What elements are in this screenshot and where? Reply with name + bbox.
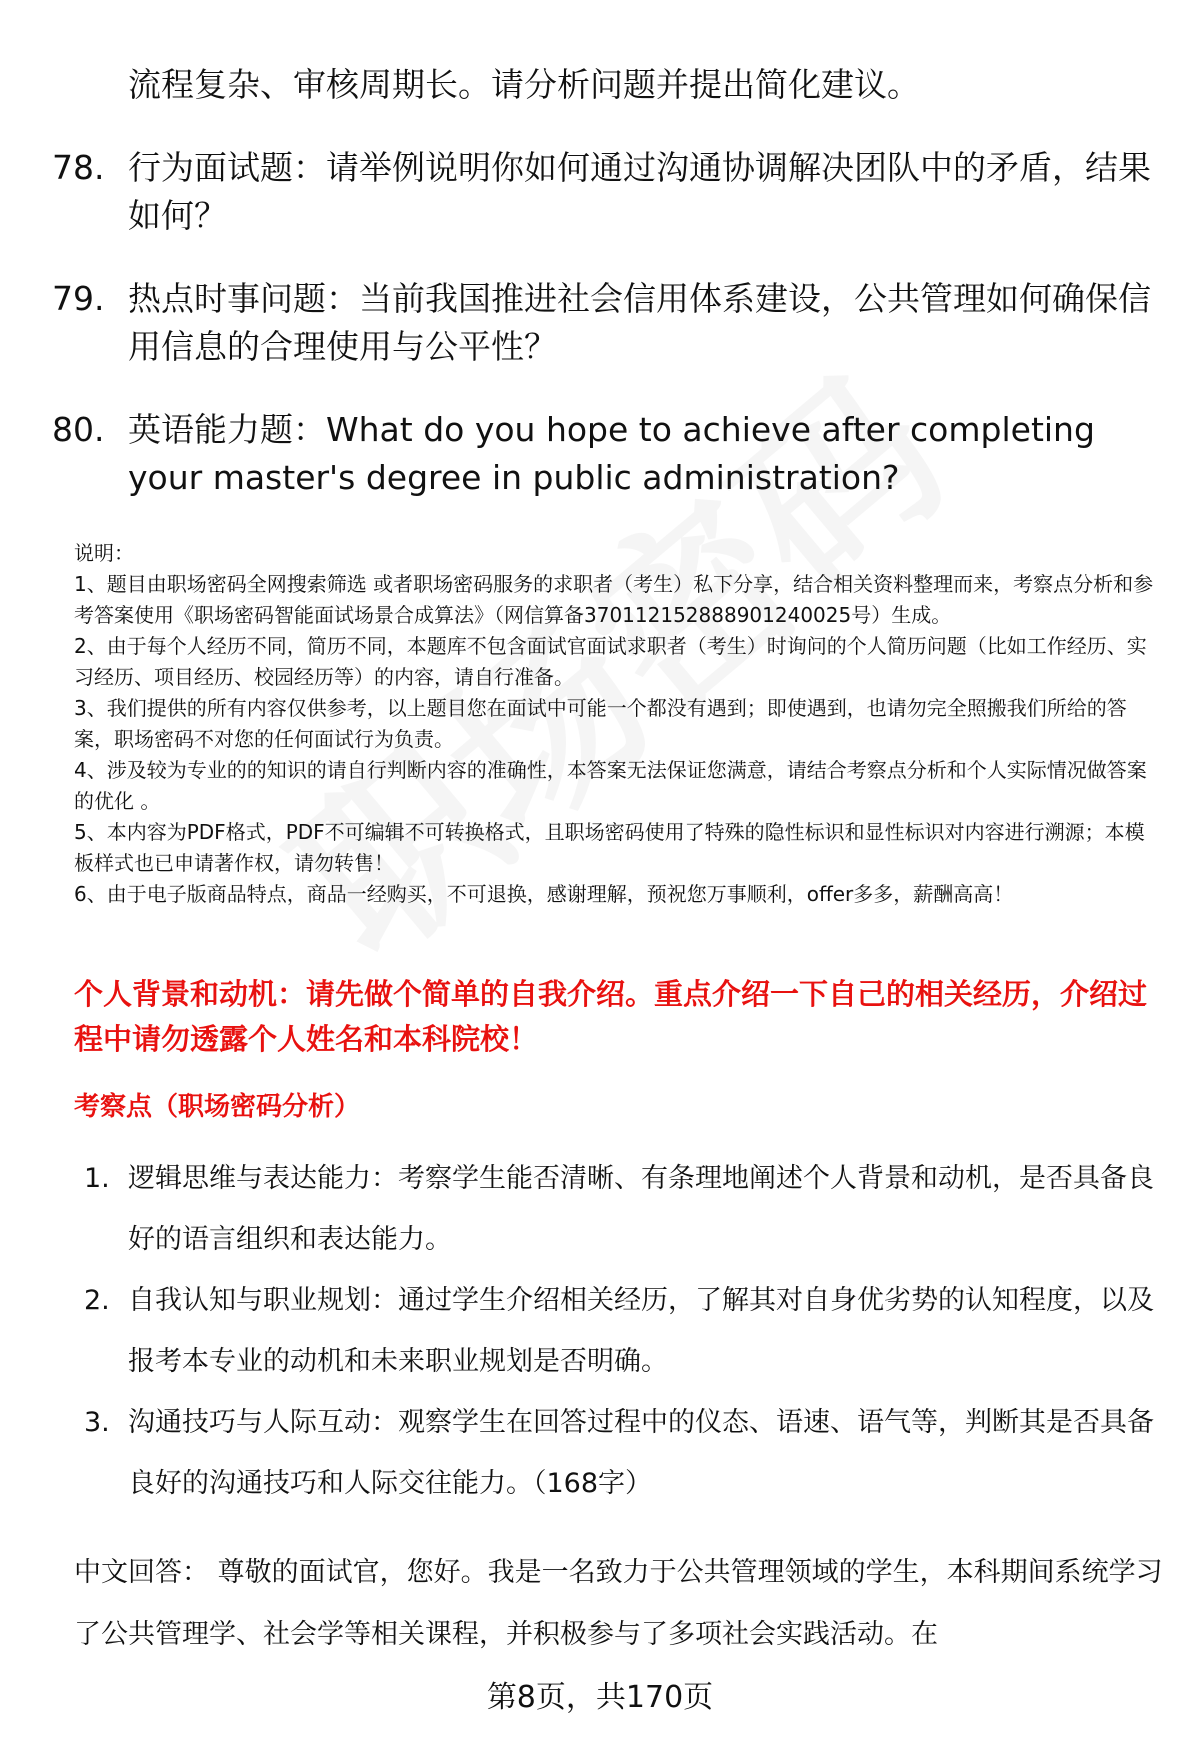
notes-title: 说明：: [74, 541, 134, 565]
analysis-point: [84, 1148, 1164, 1270]
note-item: 1、题目由职场密码全网搜索筛选 或者职场密码服务的求职者（考生）私下分享，结合相关资料整理而来，考察点分析和参考答案使用《职场密码智能面试场景合成算法》（网信算备370112152888901240025号）生成。: [74, 572, 1154, 627]
question-number: 79.: [52, 279, 105, 318]
point-text: 沟通技巧与人际互动：观察学生在回答过程中的仪态、语速、语气等，判断其是否具备良好的沟通技巧和人际交往能力。（168字）: [128, 1407, 1154, 1499]
point-text: 自我认知与职业规划：通过学生介绍相关经历，了解其对自身优劣势的认知程度，以及报考本专业的动机和未来职业规划是否明确。: [128, 1285, 1154, 1377]
analysis-heading: 考察点（职场密码分析）: [74, 1092, 361, 1122]
analysis-point: [84, 1392, 1164, 1514]
analysis-list: [84, 1148, 1164, 1514]
question-number: 80.: [52, 410, 105, 449]
question-text: 热点时事问题：当前我国推进社会信用体系建设，公共管理如何确保信用信息的合理使用与公平性？: [128, 279, 1151, 366]
point-number: 3.: [84, 1407, 110, 1438]
notes-section: [74, 538, 1164, 910]
question-heading: 个人背景和动机：请先做个简单的自我介绍。重点介绍一下自己的相关经历，介绍过程中请勿透露个人姓名和本科院校！: [74, 977, 1148, 1056]
answer-text: 尊敬的面试官，您好。我是一名致力于公共管理领域的学生，本科期间系统学习了公共管理学、社会学等相关课程，并积极参与了多项社会实践活动。在: [74, 1557, 1163, 1650]
question-number: 78.: [52, 148, 105, 187]
point-number: 2.: [84, 1285, 110, 1316]
answer-block: [74, 1542, 1164, 1666]
question-79: [52, 275, 1162, 371]
note-item: 2、由于每个人经历不同，简历不同，本题库不包含面试官面试求职者（考生）时询问的个人简历问题（比如工作经历、实习经历、项目经历、校园经历等）的内容，请自行准备。: [74, 634, 1147, 689]
point-text: 逻辑思维与表达能力：考察学生能否清晰、有条理地阐述个人背景和动机，是否具备良好的语言组织和表达能力。: [128, 1163, 1154, 1255]
page-footer: 第8页，共170页: [486, 1680, 714, 1715]
point-number: 1.: [84, 1163, 110, 1194]
question-80: [52, 406, 1162, 502]
answer-label: 中文回答：: [74, 1557, 209, 1588]
note-item: 3、我们提供的所有内容仅供参考，以上题目您在面试中可能一个都没有遇到；即使遇到，也请勿完全照搬我们所给的答案，职场密码不对您的任何面试行为负责。: [74, 696, 1127, 751]
analysis-point: [84, 1270, 1164, 1392]
question-text: 流程复杂、审核周期长。请分析问题并提出简化建议。: [128, 65, 920, 104]
note-item: 6、由于电子版商品特点，商品一经购买，不可退换，感谢理解，预祝您万事顺利，offer多多，薪酬高高！: [74, 882, 1014, 906]
question-text: 英语能力题：What do you hope to achieve after completing your master's degree in public administration?: [128, 410, 1095, 497]
question-78: [52, 144, 1162, 240]
previous-question-tail: [52, 61, 1162, 109]
note-item: 5、本内容为PDF格式，PDF不可编辑不可转换格式，且职场密码使用了特殊的隐性标识和显性标识对内容进行溯源；本模板样式也已申请著作权，请勿转售！: [74, 820, 1145, 875]
question-text: 行为面试题：请举例说明你如何通过沟通协调解决团队中的矛盾，结果如何？: [128, 148, 1151, 235]
note-item: 4、涉及较为专业的的知识的请自行判断内容的准确性，本答案无法保证您满意，请结合考察点分析和个人实际情况做答案的优化 。: [74, 758, 1147, 813]
